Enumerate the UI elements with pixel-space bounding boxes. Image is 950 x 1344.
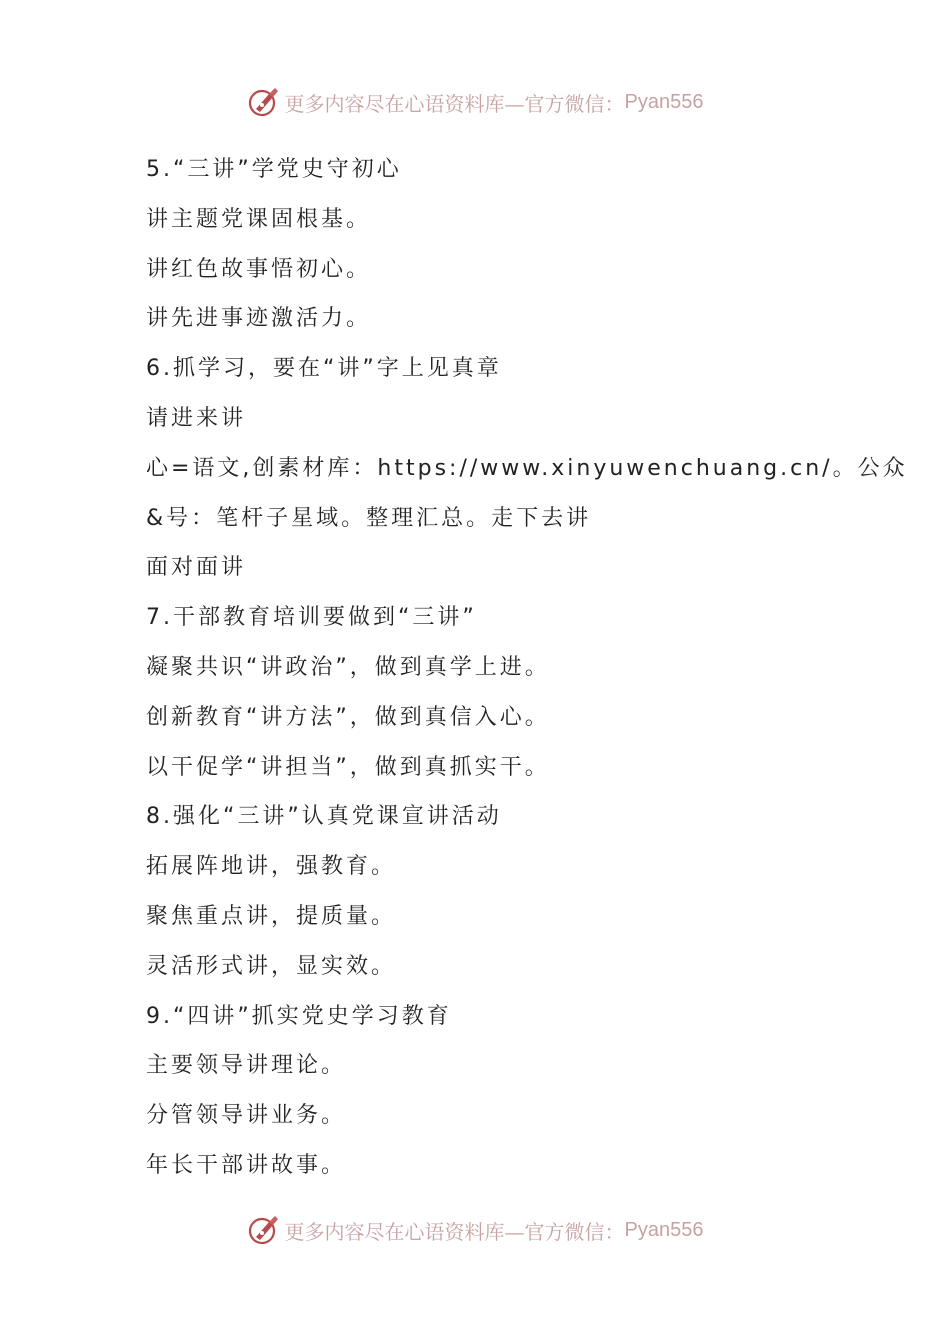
footer-banner-text: 更多内容尽在心语资料库—官方微信： bbox=[284, 1219, 625, 1244]
heading-7: 7.干部教育培训要做到“三讲” bbox=[146, 605, 477, 631]
text-line: &号：笔杆子星域。整理汇总。走下去讲 bbox=[146, 505, 592, 531]
text-line: 分管领导讲业务。 bbox=[146, 1103, 347, 1129]
text-line: 聚焦重点讲，提质量。 bbox=[146, 903, 397, 929]
heading-5: 5.“三讲”学党史守初心 bbox=[146, 157, 402, 182]
text-line: 面对面讲 bbox=[146, 555, 247, 581]
heading-8: 8.强化“三讲”认真党课宣讲活动 bbox=[146, 804, 502, 830]
heading-6: 6.抓学习，要在“讲”字上见真章 bbox=[146, 356, 502, 382]
document-body bbox=[146, 145, 908, 1191]
footer-banner bbox=[0, 1208, 950, 1252]
text-line: 创新教育“讲方法”，做到真信入心。 bbox=[146, 704, 550, 730]
header-banner-text: 更多内容尽在心语资料库—官方微信： bbox=[284, 91, 625, 116]
header-wechat-id: Pyan556 bbox=[624, 90, 704, 113]
text-line: 拓展阵地讲，强教育。 bbox=[146, 854, 397, 880]
text-line: 灵活形式讲，显实效。 bbox=[146, 953, 397, 979]
text-line: 讲主题党课固根基。 bbox=[146, 206, 372, 232]
heading-9: 9.“四讲”抓实党史学习教育 bbox=[146, 1003, 452, 1029]
text-line: 凝聚共识“讲政治”，做到真学上进。 bbox=[146, 654, 550, 680]
text-line-with-url: 心=语文,创素材库：https://www.xinyuwenchuang.cn/。公众 bbox=[146, 455, 908, 481]
text-line: 讲先进事迹激活力。 bbox=[146, 306, 372, 332]
footer-wechat-id: Pyan556 bbox=[624, 1218, 704, 1241]
text-line: 请进来讲 bbox=[146, 405, 247, 431]
text-line: 讲红色故事悟初心。 bbox=[146, 256, 372, 282]
text-line: 主要领导讲理论。 bbox=[146, 1053, 347, 1079]
pen-nib-logo-icon bbox=[247, 1213, 281, 1247]
text-line: 年长干部讲故事。 bbox=[146, 1152, 347, 1178]
pen-nib-logo-icon bbox=[247, 85, 281, 119]
header-banner bbox=[0, 80, 950, 124]
text-line: 以干促学“讲担当”，做到真抓实干。 bbox=[146, 754, 550, 780]
